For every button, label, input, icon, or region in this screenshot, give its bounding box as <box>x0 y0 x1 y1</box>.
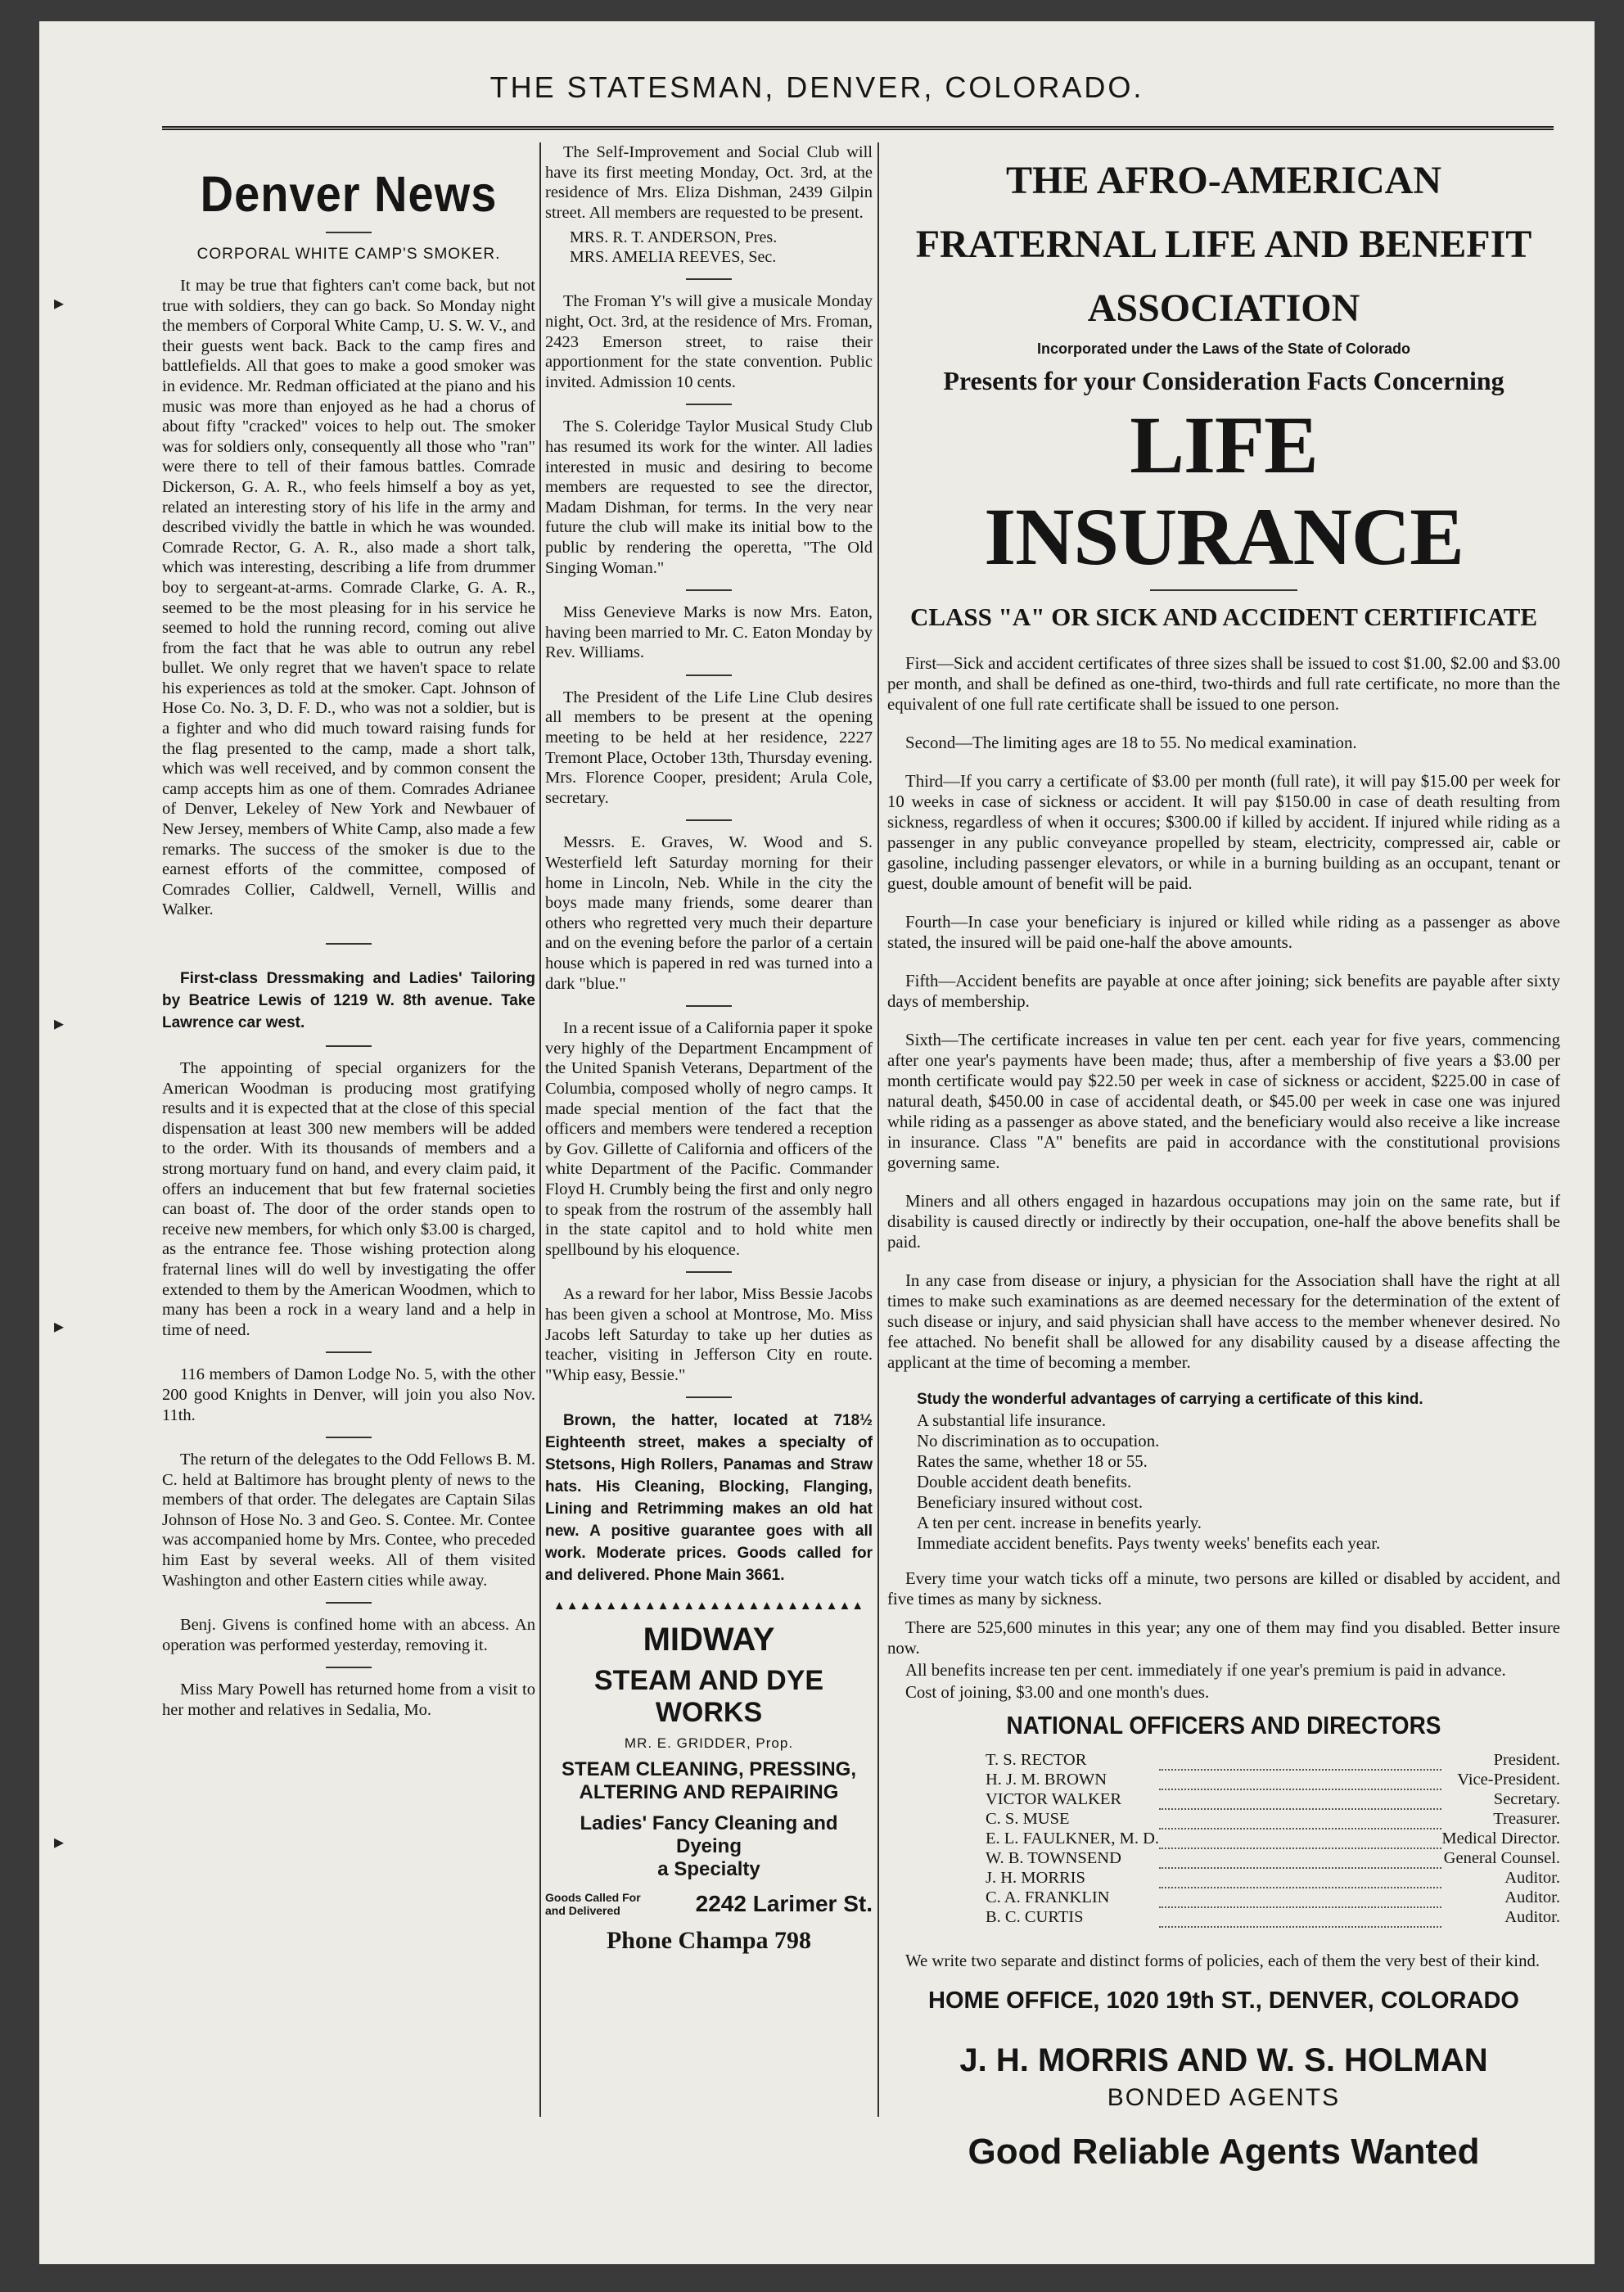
divider <box>686 278 732 280</box>
list-item: A ten per cent. increase in benefits yearly. <box>917 1514 1202 1532</box>
signature-line: MRS. AMELIA REEVES, Sec. <box>570 248 777 267</box>
notice-paragraph: Messrs. E. Graves, W. Wood and S. Westerfield left Saturday morning for their home in Lincoln, Neb. While in the city the boys made many friends, some dearer than others who regretted very much their departure and on the evening before the parlor of a certain house which is papered in red was turned into a dark "blue." <box>545 833 873 993</box>
incorporated-line: Incorporated under the Laws of the State of Colorado <box>1036 341 1411 357</box>
margin-mark: ▸ <box>54 1012 65 1035</box>
officer-name: C. A. FRANKLIN <box>986 1888 1110 1906</box>
hatter-advertisement: Brown, the hatter, located at 718½ Eighteenth street, makes a specialty of Stetsons, High Rollers, Panamas and Straw hats. His Cleaning, Blocking, Flanging, Lining and Retrimming makes an old hat new. A positive guarantee goes with all work. Moderate prices. Goods called for and delivered. Phone Main 3661. <box>545 1412 873 1585</box>
terms-paragraph: All benefits increase ten per cent. immediately if one year's premium is paid in advance. <box>905 1661 1506 1680</box>
officer-row <box>986 1789 1560 1809</box>
divider <box>686 1005 732 1007</box>
notice-paragraph: The Self-Improvement and Social Club will have its first meeting Monday, Oct. 3rd, at the residence of Mrs. Eliza Dishman, 2439 Gilpin street. All members are requested to be present. <box>545 143 873 222</box>
officer-name: W. B. TOWNSEND <box>986 1849 1121 1867</box>
newspaper-page <box>39 21 1595 2264</box>
officer-name: J. H. MORRIS <box>986 1869 1085 1887</box>
advantages-heading: Study the wonderful advantages of carrying a certificate of this kind. <box>917 1391 1423 1408</box>
list-item: Double accident death benefits. <box>917 1473 1132 1491</box>
ad-business: STEAM AND DYE WORKS <box>593 1665 824 1729</box>
dot-leader <box>1159 1809 1441 1829</box>
officer-row <box>986 1770 1560 1789</box>
column-rule-1 <box>539 142 541 2117</box>
officer-row <box>986 1868 1560 1888</box>
dot-leader <box>1159 1789 1441 1809</box>
list-item: Beneficiary insured without cost. <box>917 1493 1144 1512</box>
policies-note: We write two separate and distinct forms of policies, each of them the very best of their kind. <box>905 1951 1541 1970</box>
column-society-notes <box>545 142 873 2125</box>
dot-leader <box>1159 1829 1441 1848</box>
dot-leader <box>1159 1907 1441 1927</box>
terms-paragraph: Second—The limiting ages are 18 to 55. No medical examination. <box>905 733 1357 752</box>
divider <box>686 1271 732 1273</box>
officer-title: Secretary. <box>1493 1790 1560 1808</box>
list-item: No discrimination as to occupation. <box>917 1432 1160 1451</box>
divider <box>1150 589 1297 591</box>
divider <box>686 675 732 676</box>
notice-paragraph: The S. Coleridge Taylor Musical Study Club has resumed its work for the winter. All ladies interested in music and desiring to become members are requested to see the director, Madam Dishman, for terms. In the very near future the club will make its initial bow to the public by rendering the operetta, "The Old Singing Woman." <box>545 417 873 577</box>
dressmaking-notice: First-class Dressmaking and Ladies' Tailoring by Beatrice Lewis of 1219 W. 8th avenue. Take Lawrence car west. <box>162 970 535 1031</box>
officer-row <box>986 1750 1560 1770</box>
terms-paragraph: Sixth—The certificate increases in value ten per cent. each year for five years, commencing after one year's payments have been made; thus, after a membership of five years a $3.00 per month certificate would pay $22.50 per week in case of sickness or accident, $225.00 in case of natural death, $450.00 in case of accidental death, or $45.00 per week in case one was injured while riding as a passenger as above stated, and the beneficiary would also receive a like increase in insurance. Class "A" benefits are paid in accordance with the constitutional provisions governing same. <box>887 1031 1560 1172</box>
officer-name: H. J. M. BROWN <box>986 1771 1107 1789</box>
ad-services: ALTERING AND REPAIRING <box>579 1781 839 1804</box>
advantages-list <box>917 1410 1560 1554</box>
divider <box>326 1667 372 1668</box>
life-insurance-heading: LIFE INSURANCE <box>984 399 1464 582</box>
divider <box>326 232 372 233</box>
article-paragraph: Benj. Givens is confined home with an abcess. An operation was performed yesterday, removing it. <box>162 1616 535 1654</box>
bonded-agents: BONDED AGENTS <box>1107 2084 1341 2111</box>
notice-paragraph: In a recent issue of a California paper it spoke very highly of the Department Encampment of the United Spanish Veterans, Department of the Columbia, composed wholly of negro camps. It made special mention of the fact that the officers and members were tendered a reception by Gov. Gillette of California and officers of the white Department of the Pacific. Commander Floyd H. Crumbly being the first and only negro to speak from the rostrum of the assembly hall in the state capitol and to hold white men spellbound by his eloquence. <box>545 1019 873 1259</box>
ad-title: ASSOCIATION <box>1087 286 1360 330</box>
terms-paragraph: Fifth—Accident benefits are payable at once after joining; sick benefits are payable after sixty days of membership. <box>887 972 1560 1011</box>
column-denver-news <box>162 142 535 2125</box>
officer-title: Auditor. <box>1504 1869 1560 1887</box>
section-headline: Denver News <box>200 165 498 223</box>
ad-services: STEAM CLEANING, PRESSING, <box>561 1758 857 1781</box>
officer-row <box>986 1829 1560 1848</box>
list-item: A substantial life insurance. <box>917 1411 1107 1430</box>
certificate-class-heading: CLASS "A" OR SICK AND ACCIDENT CERTIFICATE <box>909 602 1537 631</box>
terms-paragraph: In any case from disease or injury, a physician for the Association shall have the right at all times to make such examinations as are deemed necessary for the determination of the extent of such disease or injury, and said physician shall have access to the member whenever desired. No fee attached. No benefit shall be allowed for any disability caused by a disease affecting the applicant at the time of becoming a member. <box>887 1271 1560 1372</box>
divider <box>686 589 732 591</box>
list-item: Immediate accident benefits. Pays twenty weeks' benefits each year. <box>917 1534 1381 1553</box>
terms-paragraph: Every time your watch ticks off a minute, two persons are killed or disabled by accident, and five times as many by sickness. <box>887 1569 1560 1608</box>
officer-title: Auditor. <box>1504 1888 1560 1906</box>
officer-name: T. S. RECTOR <box>986 1751 1087 1769</box>
ad-specialty: Ladies' Fancy Cleaning and Dyeing <box>580 1812 838 1858</box>
article-subhead: CORPORAL WHITE CAMP'S SMOKER. <box>196 246 501 263</box>
presents-line: Presents for your Consideration Facts Concerning <box>943 366 1504 395</box>
terms-paragraph: Fourth—In case your beneficiary is injured or killed while riding as a passenger as above stated, the insured will be paid one-half the above amounts. <box>887 913 1560 952</box>
officer-row <box>986 1888 1560 1907</box>
top-rule <box>162 126 1554 133</box>
divider <box>326 1602 372 1604</box>
terms-paragraph: Third—If you carry a certificate of $3.00 per month (full rate), it will pay $15.00 per week for 10 weeks in case of sickness or accident. It will pay $150.00 in case of death resulting from sickness, regardless of when it occures; $300.00 if killed by accident. If injured while riding as a passenger in any public conveyance propelled by steam, electricity, compressed air, cable or gasoline, including passenger elevators, or while in a burning building as an occupant, tenant or guest, double amount of benefit will be paid. <box>887 772 1560 893</box>
officer-title: President. <box>1493 1751 1560 1769</box>
ad-goods-called: Goods Called For and Delivered <box>545 1891 641 1918</box>
article-paragraph: The return of the delegates to the Odd Fellows B. M. C. held at Baltimore has brought plenty of news to the members of that order. The delegates are Captain Silas Johnson of Hose No. 3 and Geo. S. Contee. Mr. Contee was accompanied home by Mrs. Contee, who preceded him East by several weeks. All of them visited Washington and other Eastern cities while away. <box>162 1451 535 1590</box>
divider <box>326 1437 372 1438</box>
officer-name: C. S. MUSE <box>986 1810 1070 1828</box>
officers-heading: NATIONAL OFFICERS AND DIRECTORS <box>1006 1711 1441 1739</box>
dot-leader <box>1159 1750 1441 1770</box>
ad-address: 2242 Larimer St. <box>695 1891 873 1917</box>
article-paragraph: Miss Mary Powell has returned home from a visit to her mother and relatives in Sedalia, Mo. <box>162 1681 535 1720</box>
article-paragraph: The appointing of special organizers for the American Woodman is producing most gratifying results and it is expected that at the close of this special dispensation at least 300 new members will be added to the order. With its thousands of members and a strong mortuary fund on hand, and every claim paid, it offers an inducement that but few fraternal societies can boast of. The door of the order stands open to receive new members, for which only $3.00 is charged, as the entrance fee. Those wishing protection along fraternal lines will do well by investigating the offer extended to them by the American Woodmen, which to many has been a rock in a weary land and a help in time of need. <box>162 1059 535 1339</box>
officer-row <box>986 1907 1560 1927</box>
officer-name: B. C. CURTIS <box>986 1908 1084 1926</box>
officer-title: Auditor. <box>1504 1908 1560 1926</box>
article-paragraph: 116 members of Damon Lodge No. 5, with the other 200 good Knights in Denver, will join you also Nov. 11th. <box>162 1365 535 1424</box>
dot-leader <box>1159 1888 1441 1907</box>
margin-mark: ▸ <box>54 1315 65 1338</box>
ad-title: FRATERNAL LIFE AND BENEFIT <box>915 223 1532 266</box>
ad-title: THE AFRO-AMERICAN <box>1005 159 1441 202</box>
list-item: Rates the same, whether 18 or 55. <box>917 1452 1148 1471</box>
divider <box>686 404 732 405</box>
margin-mark: ▸ <box>54 1830 65 1853</box>
home-office: HOME OFFICE, 1020 19th ST., DENVER, COLORADO <box>928 1987 1519 2014</box>
dot-leader <box>1159 1770 1441 1789</box>
officer-name: VICTOR WALKER <box>986 1790 1122 1808</box>
masthead: THE STATESMAN, DENVER, COLORADO. <box>489 70 1144 104</box>
midway-advertisement <box>545 1622 873 1955</box>
ad-name: MIDWAY <box>643 1622 775 1658</box>
article-paragraph: It may be true that fighters can't come back, but not true with soldiers, they can go back. So Monday night the members of Corporal White Camp, U. S. W. V., and their guests went back. Back to the camp fires and battlefields. All that goes to make a good smoker was in evidence. Mr. Redman officiated at the piano and his music was more than enjoyed as he had a chorus of about fifty "cracked" voices to help out. The smoker was for soldiers only, consequently all those who "ran" were there to tell of their famous battles. Comrade Dickerson, G. A. R., who feels himself a boy as yet, related an interesting story of his life in the army and described vividly the battle in which he was wounded. Comrade Rector, G. A. R., also made a short talk, which was interesting, describing a life from drummer boy to sergeant-at-arms. Comrade Clarke, G. A. R., seemed to be the most pleasing for in his service he seemed to hold the running record, coming out alive from the fact that he was able to outrun any rebel bullet. We only regret that we haven't space to relate his experiences as told at the smoker. Capt. Johnson of Hose Co. No. 3, D. F. D., who was not a soldier, but is a fighter and who did much toward raising funds for the flag presented to the camp, made a short talk, which was well received, and by common consent the camp accepts him as one of them. Comrades Adrianee of Denver, Lekeley of New York and Newbauer of New Jersey, members of White Camp, also made a few remarks. The success of the smoker is due to the earnest efforts of the committee, composed of Comrades Collier, Caldwell, Vernell, Willis and Walker. <box>162 277 535 919</box>
divider <box>326 943 372 945</box>
officer-title: General Counsel. <box>1443 1849 1560 1867</box>
notice-paragraph: The President of the Life Line Club desires all members to be present at the opening meeting to be held at her residence, 2227 Tremont Place, October 13th, Thursday evening. Mrs. Florence Cooper, president; Arula Cole, secretary. <box>545 688 873 807</box>
terms-paragraph: There are 525,600 minutes in this year; any one of them may find you disabled. Better insure now. <box>887 1618 1560 1658</box>
officers-table <box>986 1750 1560 1928</box>
terms-paragraph: Cost of joining, $3.00 and one month's dues. <box>905 1683 1210 1702</box>
divider <box>326 1351 372 1353</box>
dot-leader <box>1159 1868 1441 1888</box>
ad-proprietor: MR. E. GRIDDER, Prop. <box>624 1735 794 1752</box>
notice-paragraph: The Froman Y's will give a musicale Monday night, Oct. 3rd, at the residence of Mrs. Froman, 2423 Emerson street, to raise their apportionment for the state convention. Public invited. Admission 10 cents. <box>545 292 873 391</box>
signature-line: MRS. R. T. ANDERSON, Pres. <box>570 228 778 247</box>
notice-paragraph: As a reward for her labor, Miss Bessie Jacobs has been given a school at Montrose, Mo. Miss Jacobs left Saturday to take up her duties as teacher, visiting in Jefferson City en route. "Whip easy, Bessie." <box>545 1285 873 1384</box>
life-insurance-advertisement <box>887 142 1560 2172</box>
divider <box>686 819 732 821</box>
officer-title: Vice-President. <box>1457 1771 1560 1789</box>
officer-title: Medical Director. <box>1441 1830 1560 1848</box>
ad-specialty: a Specialty <box>657 1858 760 1881</box>
officer-title: Treasurer. <box>1493 1810 1560 1828</box>
agents-wanted: Good Reliable Agents Wanted <box>968 2132 1480 2172</box>
officer-row <box>986 1848 1560 1868</box>
decorative-border: ▲▲▲▲▲▲▲▲▲▲▲▲▲▲▲▲▲▲▲▲▲▲▲▲ <box>553 1599 865 1613</box>
notice-paragraph: Miss Genevieve Marks is now Mrs. Eaton, having been married to Mr. C. Eaton Monday by Rev. Williams. <box>545 603 873 662</box>
margin-mark: ▸ <box>54 291 65 314</box>
terms-paragraph: Miners and all others engaged in hazardous occupations may join on the same rate, but if disability is caused directly or indirectly by their occupation, one-half the above benefits shall be paid. <box>887 1192 1560 1252</box>
officer-name: E. L. FAULKNER, M. D. <box>986 1830 1160 1848</box>
divider <box>326 1045 372 1047</box>
agents-names: J. H. MORRIS AND W. S. HOLMAN <box>959 2042 1488 2078</box>
divider <box>686 1396 732 1398</box>
terms-paragraph: First—Sick and accident certificates of three sizes shall be issued to cost $1.00, $2.00 and $3.00 per month, and shall be defined as one-third, two-thirds and full rate certificate, no more than the equivalent of one full rate certificate shall be issued to one person. <box>887 654 1560 714</box>
officer-row <box>986 1809 1560 1829</box>
ad-phone: Phone Champa 798 <box>606 1927 812 1955</box>
column-rule-2 <box>877 142 879 2117</box>
dot-leader <box>1159 1848 1441 1868</box>
